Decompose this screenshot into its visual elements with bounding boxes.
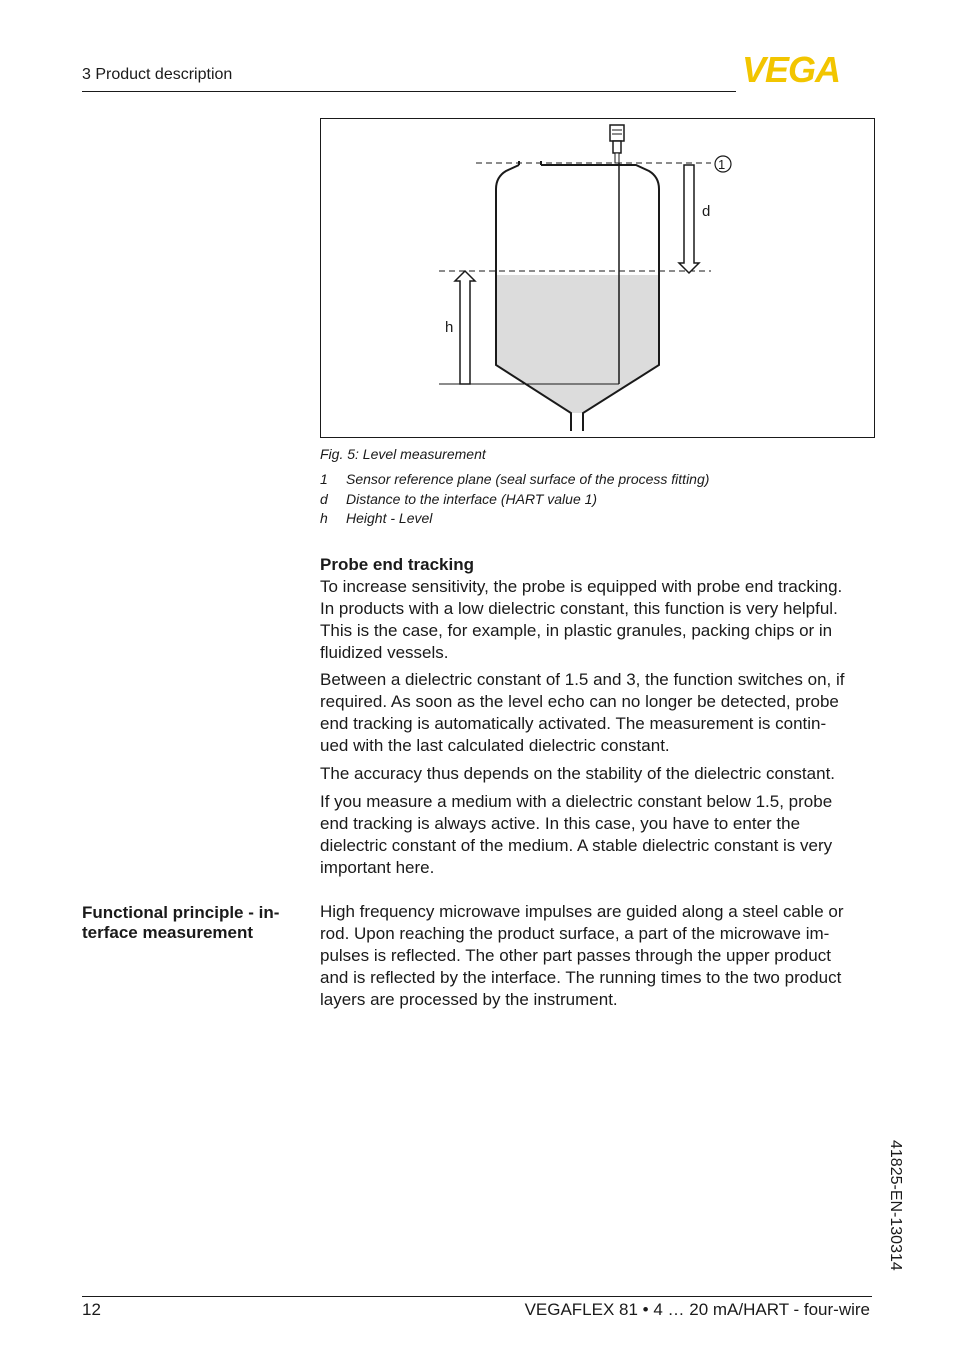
text-line: In products with a low dielectric constant, this function is very helpful. bbox=[320, 599, 838, 618]
text-line: pulses is reflected. The other part passes through the upper product bbox=[320, 946, 831, 965]
text-line: dielectric constant of the medium. A stable dielectric constant is very bbox=[320, 836, 833, 855]
paragraph bbox=[320, 669, 876, 757]
paragraph bbox=[320, 791, 876, 879]
sensor-head bbox=[610, 125, 624, 163]
paragraph bbox=[320, 763, 876, 785]
section-heading-probe-end-tracking: Probe end tracking bbox=[320, 555, 474, 574]
text-line: High frequency microwave impulses are guided along a steel cable or bbox=[320, 902, 844, 921]
text-line: end tracking is automatically activated. The measurement is contin- bbox=[320, 714, 827, 733]
text-line: end tracking is always active. In this case, you have to enter the bbox=[320, 814, 801, 833]
text-line: layers are processed by the instrument. bbox=[320, 990, 618, 1009]
legend-key: 1 bbox=[320, 471, 328, 487]
text-line: fluidized vessels. bbox=[320, 643, 449, 662]
running-header-section: 3 Product description bbox=[82, 66, 233, 83]
text-line: required. As soon as the level echo can no longer be detected, probe bbox=[320, 692, 839, 711]
legend-text: Distance to the interface (HART value 1) bbox=[346, 491, 598, 507]
height-h-arrow bbox=[455, 271, 475, 384]
legend-item bbox=[320, 491, 597, 507]
text-line: To increase sensitivity, the probe is equipped with probe end tracking. bbox=[320, 577, 843, 596]
footer-product-name: VEGAFLEX 81 • 4 … 20 mA/HART - four-wire bbox=[524, 1300, 870, 1319]
text-line: important here. bbox=[320, 858, 435, 877]
legend-item bbox=[320, 471, 709, 487]
legend-key: d bbox=[320, 491, 328, 507]
side-heading-line: terface measurement bbox=[82, 923, 254, 942]
figure-caption: Fig. 5: Level measurement bbox=[320, 446, 486, 462]
text-line: and is reflected by the interface. The running times to the two product bbox=[320, 968, 842, 987]
document-id: 41825-EN-130314 bbox=[887, 1140, 904, 1271]
page-number: 12 bbox=[82, 1300, 101, 1319]
product-fill bbox=[496, 275, 659, 413]
distance-d-arrow bbox=[679, 165, 699, 273]
text-line: ued with the last calculated dielectric constant. bbox=[320, 736, 670, 755]
side-heading-line: Functional principle - in- bbox=[82, 903, 280, 922]
level-measurement-figure bbox=[320, 118, 875, 438]
vega-logo bbox=[742, 53, 872, 83]
side-heading-interface-measurement bbox=[82, 903, 302, 943]
label-d: d bbox=[702, 203, 711, 220]
text-line: Between a dielectric constant of 1.5 and 3, the function switches on, if bbox=[320, 670, 845, 689]
label-h: h bbox=[445, 319, 454, 336]
legend-item bbox=[320, 510, 432, 526]
tank-diagram bbox=[321, 119, 874, 437]
header-rule bbox=[82, 91, 736, 92]
text-line: This is the case, for example, in plastic granules, packing chips or in bbox=[320, 621, 833, 640]
legend-text: Height - Level bbox=[346, 510, 433, 526]
marker-1-label: 1 bbox=[718, 157, 726, 172]
legend-key: h bbox=[320, 510, 328, 526]
text-line: rod. Upon reaching the product surface, a part of the microwave im- bbox=[320, 924, 830, 943]
paragraph bbox=[320, 901, 876, 1011]
text-line: The accuracy thus depends on the stability of the dielectric constant. bbox=[320, 764, 836, 783]
footer-rule bbox=[82, 1296, 872, 1297]
logo-text: VEGA bbox=[742, 53, 841, 83]
text-line: If you measure a medium with a dielectric constant below 1.5, probe bbox=[320, 792, 833, 811]
legend-text: Sensor reference plane (seal surface of the process fitting) bbox=[346, 471, 710, 487]
paragraph bbox=[320, 576, 876, 664]
